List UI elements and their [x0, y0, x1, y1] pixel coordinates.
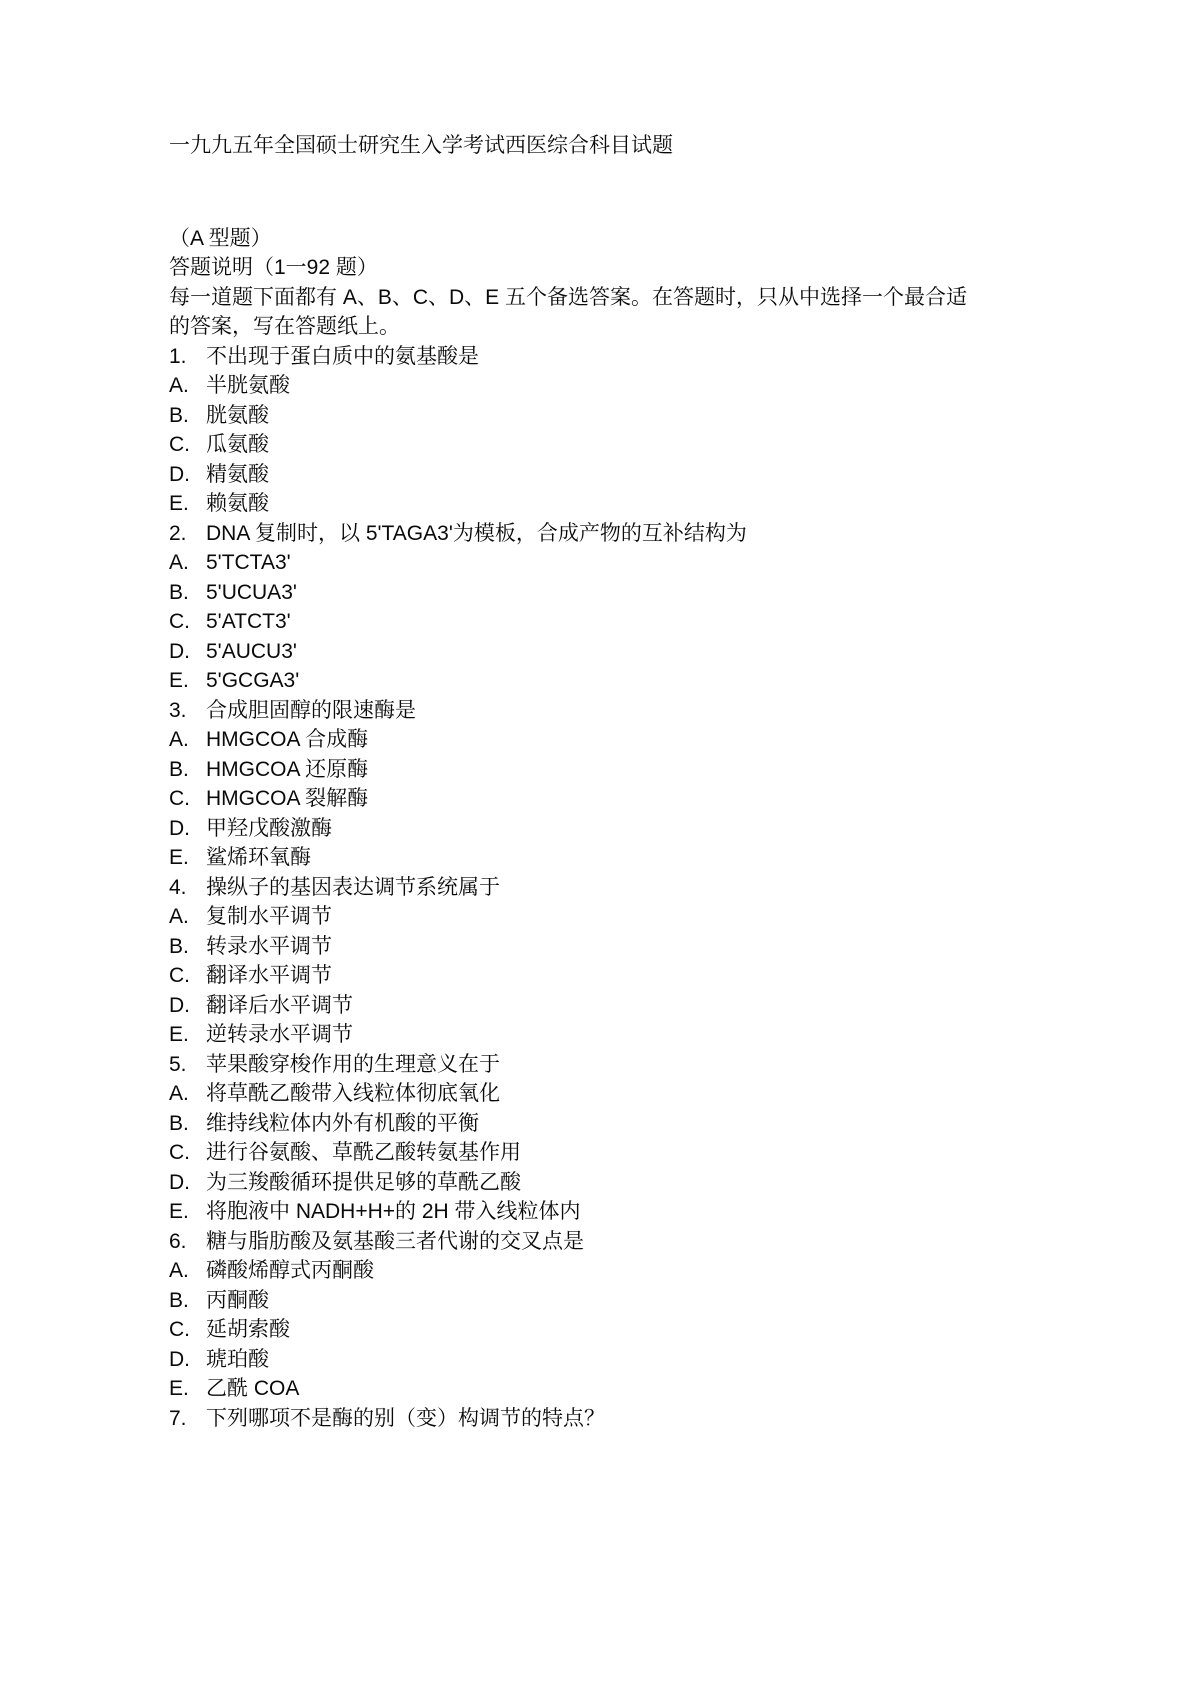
option-label: B. — [169, 1288, 189, 1312]
question-stem — [169, 1227, 1039, 1257]
question-text: 操纵子的基因表达调节系统属于 — [206, 875, 500, 899]
option-line — [169, 430, 1039, 460]
question-number: 7. — [169, 1406, 187, 1430]
option-line — [169, 1079, 1039, 1109]
option-line — [169, 548, 1039, 578]
option-label: A. — [169, 905, 189, 928]
instructions-heading: 答题说明（1一92 题） — [169, 256, 378, 279]
document-content — [169, 131, 1039, 1433]
instruction-line: 每一道题下面都有 A、B、C、D、E 五个备选答案。在答题时，只从中选择一个最合适 — [169, 285, 968, 309]
option-label: D. — [169, 993, 190, 1017]
question-stem — [169, 1404, 1039, 1434]
option-text: 翻译水平调节 — [206, 964, 332, 987]
option-line — [169, 814, 1039, 844]
question-text: DNA 复制时，以 5'TAGA3'为模板，合成产物的互补结构为 — [206, 521, 747, 545]
question-text: 不出现于蛋白质中的氨基酸是 — [206, 344, 479, 368]
option-label: E. — [169, 846, 189, 869]
option-text: 乙酰 COA — [206, 1377, 300, 1400]
option-label: C. — [169, 1141, 190, 1164]
option-text: 鲨烯环氧酶 — [206, 846, 311, 869]
option-label: E. — [169, 669, 189, 692]
question-text: 合成胆固醇的限速酶是 — [206, 698, 416, 722]
option-line — [169, 961, 1039, 991]
option-text: 延胡索酸 — [206, 1318, 290, 1341]
option-text: 丙酮酸 — [206, 1288, 269, 1312]
option-text: 半胱氨酸 — [206, 374, 290, 397]
option-line — [169, 460, 1039, 490]
question-number: 6. — [169, 1229, 187, 1253]
option-text: 5'TCTA3' — [206, 551, 291, 574]
option-text: 维持线粒体内外有机酸的平衡 — [206, 1111, 479, 1135]
section-label: （A 型题） — [169, 226, 272, 250]
question-text: 苹果酸穿梭作用的生理意义在于 — [206, 1052, 500, 1076]
option-label: B. — [169, 934, 189, 958]
option-label: D. — [169, 816, 190, 840]
option-text: 将草酰乙酸带入线粒体彻底氧化 — [206, 1082, 500, 1105]
option-label: E. — [169, 1200, 189, 1223]
option-label: C. — [169, 787, 190, 810]
option-label: D. — [169, 1347, 190, 1371]
option-text: 胱氨酸 — [206, 403, 269, 427]
option-text: 5'AUCU3' — [206, 639, 297, 663]
question-number: 5. — [169, 1052, 187, 1076]
question-stem — [169, 873, 1039, 903]
option-line — [169, 1138, 1039, 1168]
option-label: C. — [169, 964, 190, 987]
instruction-line: 的答案，写在答题纸上。 — [169, 315, 400, 338]
option-label: B. — [169, 757, 189, 781]
option-label: C. — [169, 1318, 190, 1341]
option-line — [169, 1345, 1039, 1375]
option-text: 5'GCGA3' — [206, 669, 300, 692]
option-label: A. — [169, 1259, 189, 1282]
option-text: 瓜氨酸 — [206, 433, 269, 456]
option-line — [169, 1168, 1039, 1198]
option-label: E. — [169, 1023, 189, 1046]
option-line — [169, 843, 1039, 873]
question-text: 下列哪项不是酶的别（变）构调节的特点？ — [206, 1406, 605, 1430]
option-label: D. — [169, 1170, 190, 1194]
question-number: 3. — [169, 698, 187, 722]
page-title: 一九九五年全国硕士研究生入学考试西医综合科目试题 — [169, 134, 673, 157]
question-text: 糖与脂肪酸及氨基酸三者代谢的交叉点是 — [206, 1229, 584, 1253]
option-text: HMGCOA 裂解酶 — [206, 787, 369, 810]
option-line — [169, 371, 1039, 401]
option-text: 为三羧酸循环提供足够的草酰乙酸 — [206, 1170, 521, 1194]
question-number: 2. — [169, 521, 187, 545]
option-line — [169, 725, 1039, 755]
option-text: 5'ATCT3' — [206, 610, 291, 633]
option-label: D. — [169, 462, 190, 486]
option-line — [169, 1374, 1039, 1404]
option-text: 甲羟戊酸激酶 — [206, 816, 332, 840]
option-line — [169, 1197, 1039, 1227]
option-text: 赖氨酸 — [206, 492, 269, 515]
option-text: 精氨酸 — [206, 462, 269, 486]
option-line — [169, 1256, 1039, 1286]
option-label: E. — [169, 1377, 189, 1400]
option-text: 磷酸烯醇式丙酮酸 — [206, 1259, 374, 1282]
option-label: D. — [169, 639, 190, 663]
option-label: A. — [169, 551, 189, 574]
option-text: HMGCOA 合成酶 — [206, 728, 369, 751]
question-stem — [169, 342, 1039, 372]
option-line — [169, 637, 1039, 667]
option-label: E. — [169, 492, 189, 515]
question-stem — [169, 519, 1039, 549]
option-text: 逆转录水平调节 — [206, 1023, 353, 1046]
option-line — [169, 932, 1039, 962]
option-line — [169, 1020, 1039, 1050]
option-label: A. — [169, 1082, 189, 1105]
question-number: 1. — [169, 344, 187, 368]
option-label: C. — [169, 433, 190, 456]
option-line — [169, 401, 1039, 431]
option-label: A. — [169, 728, 189, 751]
option-text: 琥珀酸 — [206, 1347, 269, 1371]
option-line — [169, 578, 1039, 608]
option-line — [169, 784, 1039, 814]
option-text: 复制水平调节 — [206, 905, 332, 928]
option-text: 转录水平调节 — [206, 934, 332, 958]
option-line — [169, 902, 1039, 932]
option-line — [169, 1315, 1039, 1345]
option-line — [169, 607, 1039, 637]
option-line — [169, 1109, 1039, 1139]
option-label: B. — [169, 403, 189, 427]
option-line — [169, 755, 1039, 785]
option-line — [169, 666, 1039, 696]
question-stem — [169, 1050, 1039, 1080]
option-label: C. — [169, 610, 190, 633]
option-text: 5'UCUA3' — [206, 580, 297, 604]
option-text: 将胞液中 NADH+H+的 2H 带入线粒体内 — [206, 1200, 581, 1223]
option-label: B. — [169, 580, 189, 604]
option-text: 进行谷氨酸、草酰乙酸转氨基作用 — [206, 1141, 521, 1164]
question-stem — [169, 696, 1039, 726]
question-number: 4. — [169, 875, 187, 899]
option-text: HMGCOA 还原酶 — [206, 757, 369, 781]
option-line — [169, 1286, 1039, 1316]
option-text: 翻译后水平调节 — [206, 993, 353, 1017]
option-label: B. — [169, 1111, 189, 1135]
option-line — [169, 991, 1039, 1021]
option-label: A. — [169, 374, 189, 397]
option-line — [169, 489, 1039, 519]
